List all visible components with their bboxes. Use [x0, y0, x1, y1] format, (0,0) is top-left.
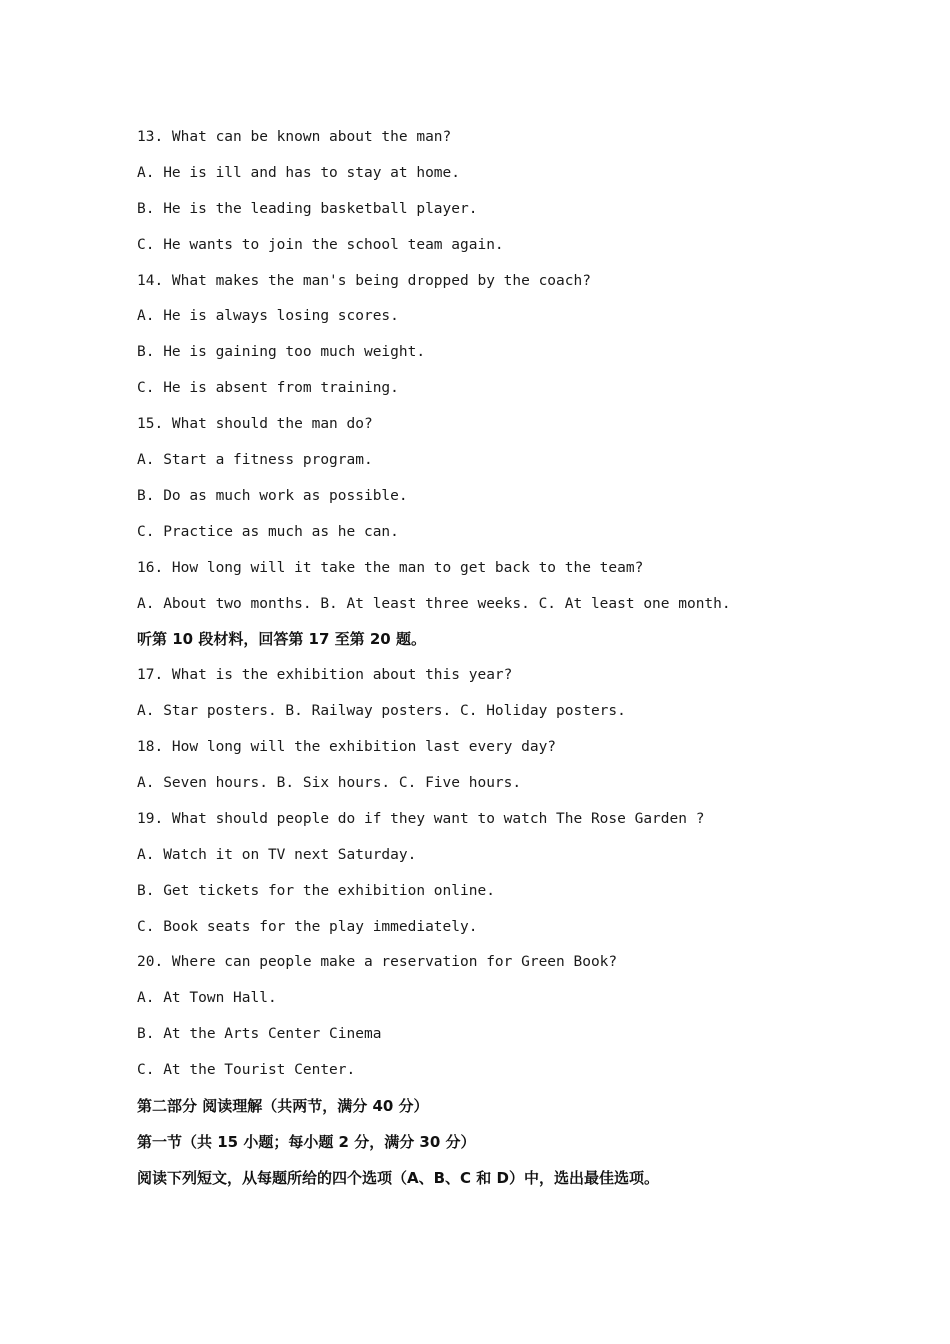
- text-line: B. He is gaining too much weight.: [137, 344, 426, 361]
- text-line: 19. What should people do if they want to watch The Rose Garden ?: [137, 810, 705, 827]
- text-line: C. He wants to join the school team again.: [137, 236, 504, 253]
- text-line: A. About two months. B. At least three weeks. C. At least one month.: [137, 595, 731, 612]
- section-heading: 第二部分 阅读理解（共两节，满分 40 分）: [137, 1097, 429, 1116]
- text-line: C. He is absent from training.: [137, 380, 399, 397]
- text-line: A. At Town Hall.: [137, 990, 277, 1007]
- text-line: B. At the Arts Center Cinema: [137, 1026, 382, 1043]
- section-heading: 阅读下列短文，从每题所给的四个选项（A、B、C 和 D）中，选出最佳选项。: [137, 1168, 659, 1187]
- text-line: C. Practice as much as he can.: [137, 523, 399, 540]
- section-heading: 听第 10 段材料，回答第 17 至第 20 题。: [137, 630, 426, 649]
- text-line: 15. What should the man do?: [137, 416, 373, 433]
- text-line: A. Star posters. B. Railway posters. C. Holiday posters.: [137, 703, 626, 720]
- text-line: C. Book seats for the play immediately.: [137, 918, 478, 935]
- text-line: 18. How long will the exhibition last every day?: [137, 739, 557, 756]
- section-heading: 第一节（共 15 小题；每小题 2 分，满分 30 分）: [137, 1132, 476, 1151]
- text-line: 13. What can be known about the man?: [137, 129, 452, 145]
- text-line: B. Get tickets for the exhibition online.: [137, 882, 495, 899]
- text-line: A. Watch it on TV next Saturday.: [137, 846, 417, 863]
- text-line: 17. What is the exhibition about this year?: [137, 667, 513, 684]
- text-line: B. Do as much work as possible.: [137, 487, 408, 504]
- text-line: 20. Where can people make a reservation for Green Book?: [137, 954, 618, 971]
- text-line: 16. How long will it take the man to get back to the team?: [137, 559, 644, 576]
- text-line: A. He is always losing scores.: [137, 308, 399, 325]
- document-page: [137, 124, 817, 1201]
- text-line: A. Seven hours. B. Six hours. C. Five hours.: [137, 775, 522, 792]
- text-line: B. He is the leading basketball player.: [137, 200, 478, 217]
- text-line: A. He is ill and has to stay at home.: [137, 164, 461, 181]
- text-line: 14. What makes the man's being dropped by the coach?: [137, 272, 591, 289]
- text-line: A. Start a fitness program.: [137, 452, 373, 469]
- text-line: C. At the Tourist Center.: [137, 1062, 356, 1079]
